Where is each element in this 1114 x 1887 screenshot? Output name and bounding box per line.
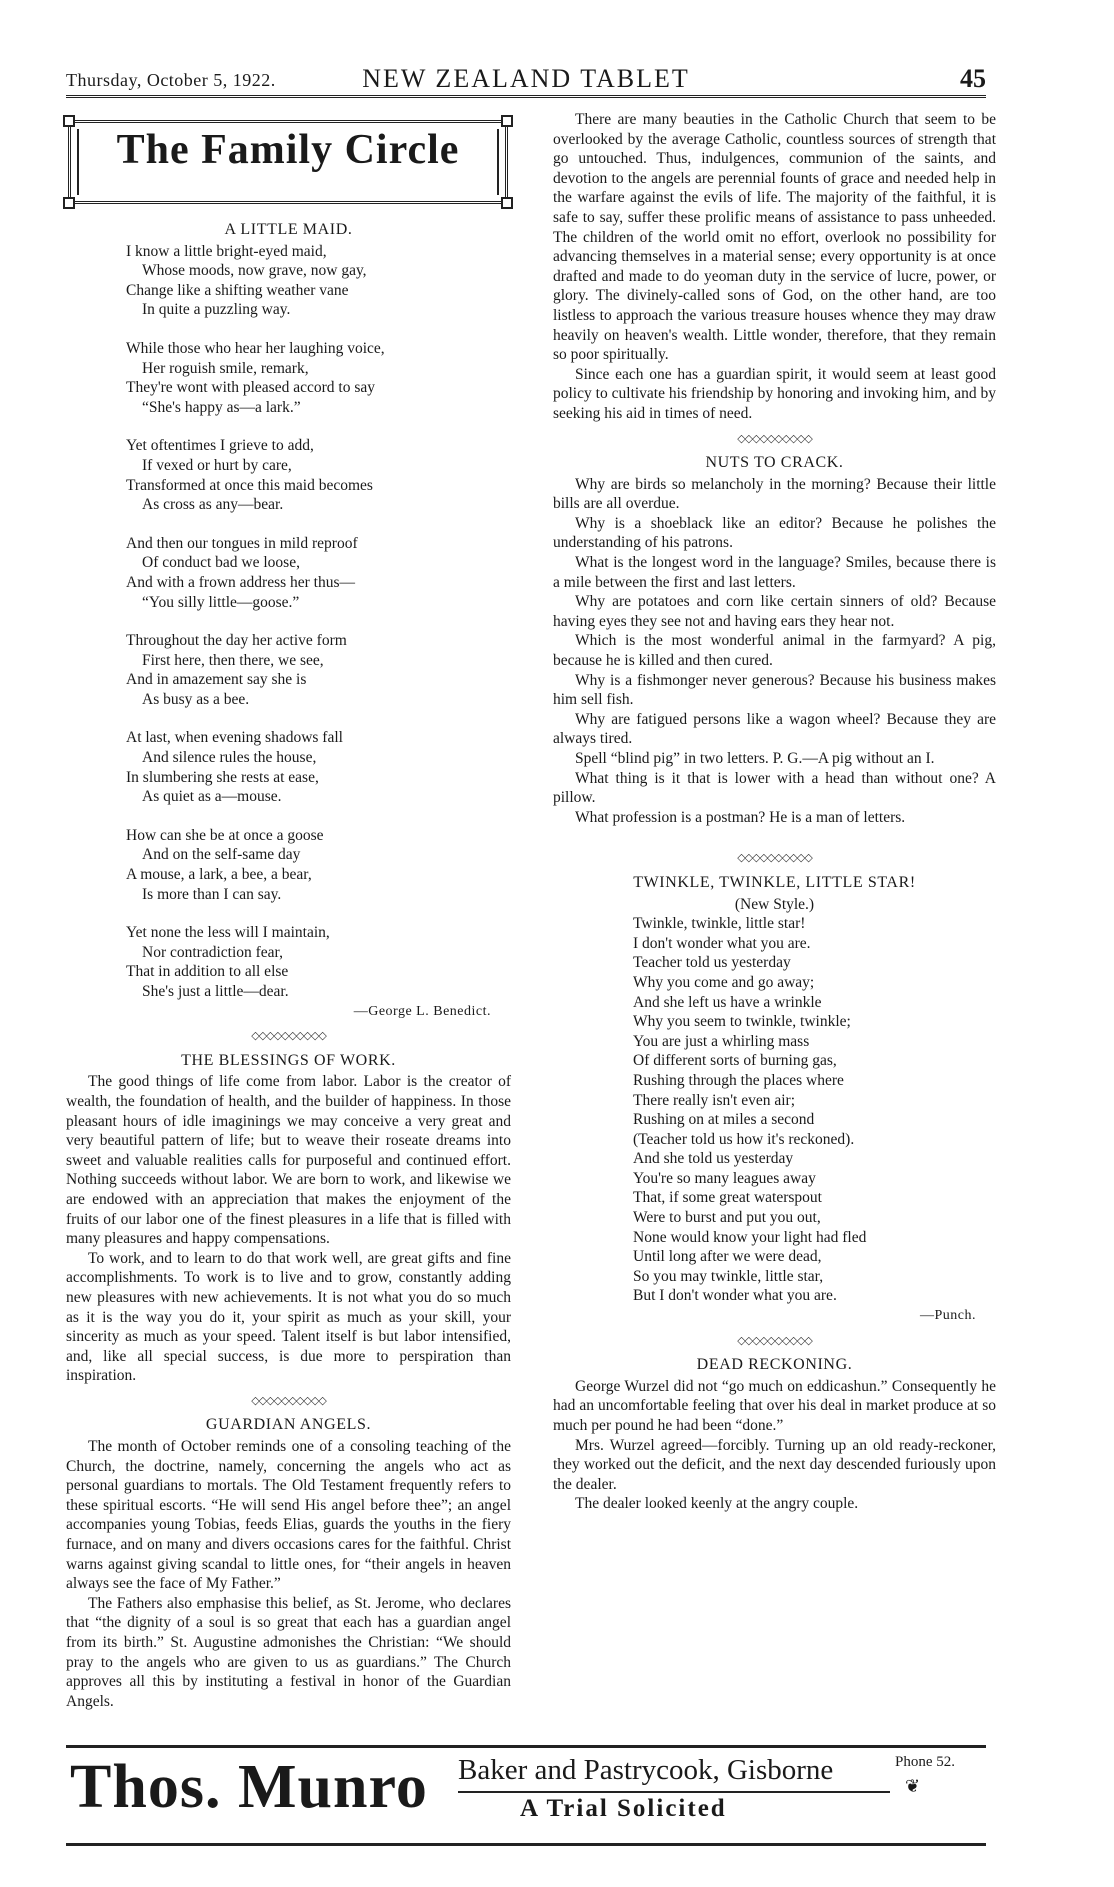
poem-line: I know a little bright-eyed maid,	[126, 242, 327, 260]
poem-line: Is more than I can say.	[142, 885, 282, 903]
riddle: Why are potatoes and corn like certain sinners of old? Because having eyes they see not and having ears they hear not.	[553, 593, 996, 630]
dead-reckoning-paragraph: George Wurzel did not “go much on eddicashun.” Consequently he had an uncomfortable feeling that over his deal in market produce at so much per pound he had been “done.”	[553, 1377, 996, 1434]
poem-line: Why you come and go away;	[633, 973, 815, 991]
poem-stanza	[126, 631, 511, 709]
advert-slogan: A Trial Solicited	[520, 1795, 727, 1822]
poem-line: Yet oftentimes I grieve to add,	[126, 437, 314, 455]
poem-stanza	[126, 242, 511, 320]
poem-line: At last, when evening shadows fall	[126, 729, 343, 747]
poem-line: As quiet as a—mouse.	[142, 788, 282, 806]
masthead-rule	[66, 95, 986, 98]
twinkle-title: TWINKLE, TWINKLE, LITTLE STAR!	[633, 873, 916, 891]
flourish-icon: ❦	[905, 1776, 921, 1796]
poem-line: That, if some great waterspout	[633, 1189, 822, 1207]
riddle: What profession is a postman? He is a man of letters.	[575, 808, 906, 826]
poem-stanza	[126, 826, 511, 904]
advert-phone: Phone 52.	[895, 1754, 955, 1770]
corner-ornament	[63, 197, 75, 209]
ornament-divider: ◇◇◇◇◇◇◇◇◇◇	[737, 852, 812, 865]
poem-line: They're wont with pleased accord to say	[126, 379, 375, 397]
poem-line: There really isn't even air;	[633, 1091, 796, 1109]
angels-paragraph: Since each one has a guardian spirit, it would seem at least good policy to cultivate his friendship by honoring and invoking him, and by seeking his aid in times of need.	[553, 365, 996, 422]
issue-date: Thursday, October 5, 1922.	[66, 70, 276, 90]
riddle: Why are birds so melancholy in the morning? Because their little bills are all overdue.	[553, 475, 996, 513]
poem-line: She's just a little—dear.	[142, 983, 289, 1000]
dead-reckoning-paragraph: Mrs. Wurzel agreed—forcibly. Turning up an old ready-reckoner, they worked out the deficit, and the next day descended furiously upon the dealer.	[553, 1436, 996, 1493]
twinkle-subtitle: (New Style.)	[734, 895, 815, 913]
poem-line: “She's happy as—a lark.”	[142, 398, 301, 416]
poem-stanza	[126, 923, 511, 1001]
blessings-title: THE BLESSINGS OF WORK.	[181, 1051, 396, 1069]
advert-rule-bottom	[66, 1843, 986, 1846]
section-title: The Family Circle	[116, 127, 460, 173]
poem-line: That in addition to all else	[126, 963, 289, 981]
riddle: What thing is it that is lower with a head than without one? A pillow.	[553, 769, 996, 807]
poem-line: Nor contradiction fear,	[142, 943, 283, 961]
poem-line: Teacher told us yesterday	[633, 954, 791, 972]
poem-stanza	[126, 728, 511, 806]
poem-line: Rushing through the places where	[633, 1071, 844, 1089]
advert-trade: Baker and Pastrycook, Gisborne	[458, 1754, 834, 1786]
poem-line: A mouse, a lark, a bee, a bear,	[126, 866, 312, 884]
poem-line: Yet none the less will I maintain,	[126, 924, 330, 942]
corner-ornament	[501, 197, 513, 209]
poem-stanza	[126, 534, 511, 612]
poem-line: And she told us yesterday	[633, 1150, 794, 1168]
riddle: Why are fatigued persons like a wagon wheel? Because they are always tired.	[553, 710, 996, 748]
angels-paragraph: The Fathers also emphasise this belief, as St. Jerome, who declares that “the dignity of a soul is so great that each has a guardian angel from its birth.” St. Augustine admonishes the Christian: “We should pray to the angels who are given to us as guardians.” The Church approves all this by instituting a festival in honor of the Guardian Angels.	[66, 1594, 511, 1710]
riddle: Which is the most wonderful animal in the farmyard? A pig, because he is killed and then cured.	[553, 632, 996, 670]
right-column	[553, 110, 996, 1514]
ornament-divider: ◇◇◇◇◇◇◇◇◇◇	[251, 1030, 326, 1043]
corner-ornament	[63, 115, 75, 127]
poem-line: I don't wonder what you are.	[633, 934, 811, 952]
maid-poem	[126, 242, 511, 1002]
poem-line: And with a frown address her thus—	[126, 573, 356, 591]
ornament-divider: ◇◇◇◇◇◇◇◇◇◇	[251, 1394, 326, 1407]
poem-line: Transformed at once this maid becomes	[126, 476, 373, 494]
section-title-box	[68, 120, 508, 204]
newspaper-title: NEW ZEALAND TABLET	[362, 64, 690, 93]
poem-line: And she left us have a wrinkle	[633, 993, 822, 1011]
poem-line: Twinkle, twinkle, little star!	[633, 915, 806, 933]
poem-line: Her roguish smile, remark,	[142, 359, 309, 377]
poem-line: Throughout the day her active form	[126, 632, 347, 650]
corner-ornament	[501, 115, 513, 127]
poem-line: If vexed or hurt by care,	[142, 456, 292, 474]
riddle: Spell “blind pig” in two letters. P. G.—A pig without an I.	[575, 750, 935, 767]
poem-line: And in amazement say she is	[126, 671, 307, 689]
poem-line: None would know your light had fled	[633, 1228, 867, 1246]
blessings-paragraph: To work, and to learn to do that work well, are great gifts and fine accomplishments. To work is to live and to grow, constantly adding new pleasures with new achievements. It is not what you do so much as it is the way you do it, your spirit as much as your skill, your sincerity as much as your speed. Talent itself is but labor intensified, and, like all special success, is due more to perspiration than inspiration.	[66, 1249, 511, 1385]
poem-line: But I don't wonder what you are.	[633, 1287, 837, 1305]
blessings-paragraph: The good things of life come from labor. Labor is the creator of wealth, the foundation of health, and the builder of happiness. In those pleasant hours of idle imaginings we may conceive a very great and very beautiful pattern of life; but to weave their roseate dreams into sweet and valuable realities calls for purposeful and continued effort. Nothing succeeds without labor. We are born to work, and likewise we are endowed with an appreciation that makes the enjoyment of the fruits of our labor one of the finest pleasures in a life that is filled with many pleasures and happy compensations.	[66, 1073, 511, 1248]
ornament-divider: ◇◇◇◇◇◇◇◇◇◇	[737, 1334, 812, 1347]
page-number: 45	[960, 64, 986, 93]
poem-line: Were to burst and put you out,	[633, 1209, 821, 1227]
poem-line: Rushing on at miles a second	[633, 1111, 815, 1129]
poem-line: And on the self-same day	[142, 846, 301, 864]
angels-paragraph: The month of October reminds one of a consoling teaching of the Church, the doctrine, namely, concerning the angels who act as personal guardians to mortals. The Old Testament frequently refers to these spiritual escorts. “He will send His angel before thee”; an angel accompanies young Tobias, feeds Elias, guards the youths in the fiery furnace, and on many and divers occasions cares for the faithful. Christ warns against giving scandal to little ones, for “their angels in heaven always see the face of My Father.”	[66, 1438, 511, 1593]
ornament-divider: ◇◇◇◇◇◇◇◇◇◇	[737, 432, 812, 445]
riddle: What is the longest word in the language? Smiles, because there is a mile between the first and last letters.	[553, 554, 996, 591]
riddle: Why is a fishmonger never generous? Because his business makes him sell fish.	[553, 671, 996, 709]
advert-business-name: Thos. Munro	[70, 1753, 428, 1821]
twinkle-poem	[633, 914, 996, 1306]
poem-line: Of different sorts of burning gas,	[633, 1052, 837, 1070]
poem-line: You are just a whirling mass	[633, 1032, 810, 1050]
poem-line: And then our tongues in mild reproof	[126, 534, 358, 552]
poem-line: So you may twinkle, little star,	[633, 1267, 824, 1285]
advert-divider	[458, 1791, 890, 1793]
poem-line: In slumbering she rests at ease,	[126, 768, 319, 786]
angels-paragraph: There are many beauties in the Catholic Church that seem to be overlooked by the average Catholic, countless sources of strength that go untouched. Thus, indulgences, communion of the saints, and devotion to the angels are perennial founts of grace and needed help in the warfare against the evils of life. The majority of the faithful, it is safe to say, suffer these prolific means of assistance to pass unheeded. The children of the world omit no effort, overlook no possibility for advancing themselves in a material sense; every opportunity is at once drafted and made to do yeoman duty in the service of lucre, power, or glory. The divinely-called sons of God, on the other hand, are too listless to approach the various treasure houses whence they may draw heavily on heaven's wealth. Little wonder, therefore, that they remain so poor spiritually.	[553, 111, 996, 364]
advert-rule-top	[66, 1745, 986, 1748]
poem-line: Why you seem to twinkle, twinkle;	[633, 1013, 851, 1031]
dead-reckoning-title: DEAD RECKONING.	[696, 1356, 853, 1374]
dead-reckoning-paragraph: The dealer looked keenly at the angry couple.	[575, 1495, 859, 1513]
poem-line: As busy as a bee.	[142, 690, 250, 708]
poem-line: Of conduct bad we loose,	[142, 554, 300, 572]
poem-line: How can she be at once a goose	[126, 826, 324, 844]
left-column	[66, 110, 511, 1711]
poem-line: (Teacher told us how it's reckoned).	[633, 1130, 855, 1148]
poem-line: As cross as any—bear.	[142, 496, 284, 514]
poem-line: Change like a shifting weather vane	[126, 281, 349, 299]
poem-line: Whose moods, now grave, now gay,	[142, 262, 367, 280]
maid-poem-title: A LITTLE MAID.	[224, 221, 353, 238]
poem-line: In quite a puzzling way.	[142, 301, 291, 319]
poem-line: “You silly little—goose.”	[142, 593, 300, 611]
maid-poem-signature: —George L. Benedict.	[353, 1003, 491, 1019]
angels-title: GUARDIAN ANGELS.	[205, 1416, 372, 1434]
poem-line: And silence rules the house,	[142, 749, 317, 767]
nuts-title: NUTS TO CRACK.	[705, 454, 844, 472]
twinkle-signature: —Punch.	[920, 1308, 976, 1324]
poem-line: You're so many leagues away	[633, 1169, 816, 1187]
poem-line: Until long after we were dead,	[633, 1248, 822, 1266]
poem-line: First here, then there, we see,	[142, 651, 324, 669]
riddle: Why is a shoeblack like an editor? Because he polishes the understanding of his patrons.	[553, 514, 996, 552]
masthead	[66, 64, 986, 94]
poem-line: While those who hear her laughing voice,	[126, 339, 385, 357]
poem-stanza	[126, 436, 511, 514]
poem-stanza	[126, 339, 511, 417]
